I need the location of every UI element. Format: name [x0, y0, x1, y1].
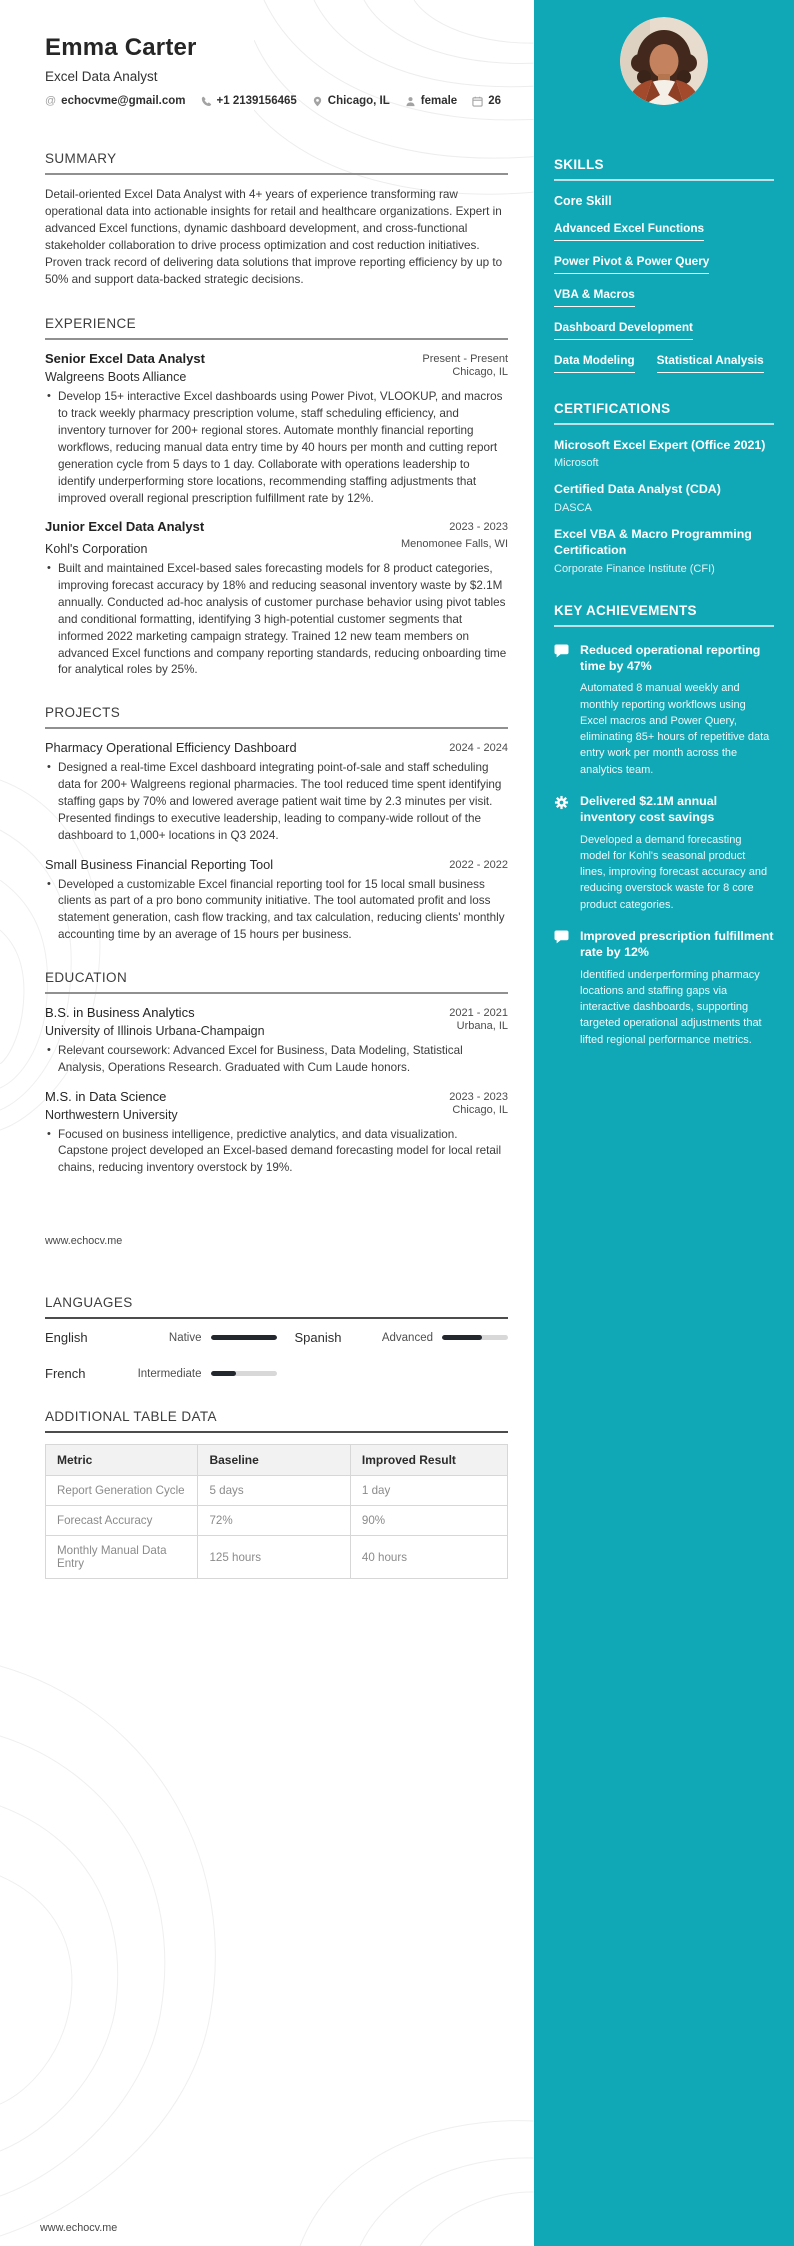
- experience-company: Kohl's Corporation: [45, 542, 148, 557]
- experience-item: [45, 519, 508, 679]
- achievement-description: Automated 8 manual weekly and monthly reporting workflows using Excel macros and Power Query, eliminating 85+ hours of repetitive data entry work per month across the analytics team.: [580, 682, 770, 776]
- experience-company: Walgreens Boots Alliance: [45, 370, 187, 385]
- achievement-item: [554, 642, 774, 778]
- education-dates: 2021 - 2021: [449, 1006, 508, 1019]
- summary-heading: SUMMARY: [45, 151, 117, 166]
- table-cell: Report Generation Cycle: [46, 1476, 198, 1506]
- education-school: Northwestern University: [45, 1107, 178, 1122]
- experience-location: Menomonee Falls, WI: [401, 538, 508, 551]
- contact-email-text: echocvme@gmail.com: [61, 95, 186, 107]
- at-icon: @: [45, 95, 57, 107]
- certification-item: [554, 526, 774, 575]
- certification-issuer: Microsoft: [554, 457, 599, 470]
- education-heading: EDUCATION: [45, 969, 128, 985]
- skill-chip: Dashboard Development: [554, 320, 693, 340]
- education-degree: M.S. in Data Science: [45, 1088, 167, 1104]
- contact-email[interactable]: [45, 95, 186, 107]
- language-level: Intermediate: [137, 1367, 202, 1380]
- certification-name: Certified Data Analyst (CDA): [554, 482, 721, 497]
- skill-chip: Data Modeling: [554, 353, 635, 373]
- experience-dates: Present - Present: [422, 353, 508, 366]
- language-item: [45, 1366, 277, 1381]
- education-location: Chicago, IL: [452, 1103, 508, 1116]
- contact-location-text: Chicago, IL: [327, 95, 390, 107]
- education-item: [45, 1005, 508, 1077]
- section-divider: [45, 173, 508, 175]
- project-bullet: • Developed a customizable Excel financial reporting tool for 15 local small business clients as part of a pro bono community initiative. The tool automated profit and loss statement generation, cash flow tracking, and tax calculation, reducing clients' monthly accounting time by an average of 15 hours per business.: [58, 877, 508, 944]
- table-cell: 90%: [350, 1506, 507, 1536]
- contact-gender-text: female: [420, 95, 458, 107]
- summary-text: Detail-oriented Excel Data Analyst with 4+ years of experience transforming raw operational data into actionable insights for retail and healthcare organizations. Expert in advanced Excel functions, dynamic dashboard development, and cross-functional stakeholder collaboration to drive process optimization and cost reduction initiatives. Proven track record of delivering data solutions that improve reporting efficiency by up to 50% and support data-backed strategic decisions.: [45, 188, 503, 287]
- education-bullet: • Focused on business intelligence, predictive analytics, and data visualization. Capstone project developed an Excel-based demand forecasting model for local retail chains, reducing inventory overstock by 19%.: [58, 1127, 508, 1178]
- language-bar-fill: [211, 1371, 236, 1376]
- gear-icon: [554, 793, 570, 913]
- language-item: [45, 1330, 277, 1345]
- project-item: [45, 740, 508, 844]
- location-pin-icon: [312, 96, 323, 107]
- education-section: [45, 970, 508, 1177]
- table-cell: 72%: [198, 1506, 350, 1536]
- contact-row: [45, 95, 508, 107]
- experience-dates: 2023 - 2023: [449, 521, 508, 534]
- skill-chip: Advanced Excel Functions: [554, 221, 704, 241]
- additional-table-heading: ADDITIONAL TABLE DATA: [45, 1409, 217, 1425]
- experience-item: [45, 351, 508, 507]
- languages-section: [45, 1295, 508, 1385]
- contact-age-text: 26: [488, 95, 501, 107]
- certification-issuer: DASCA: [554, 501, 592, 514]
- education-item: [45, 1089, 508, 1178]
- skill-chip: Power Pivot & Power Query: [554, 254, 709, 274]
- skills-group-label: Core Skill: [554, 194, 612, 208]
- language-level: Advanced: [381, 1331, 433, 1344]
- languages-grid: [45, 1330, 508, 1385]
- achievement-item: [554, 928, 774, 1048]
- page2-footer-url[interactable]: www.echocv.me: [40, 2222, 118, 2234]
- candidate-job-title: Excel Data Analyst: [45, 69, 158, 84]
- contact-phone-text: +1 2139156465: [216, 95, 297, 107]
- certifications-heading: CERTIFICATIONS: [554, 401, 774, 425]
- language-name: Spanish: [294, 1330, 342, 1346]
- table-row: [46, 1476, 508, 1506]
- sidebar: [534, 0, 794, 2246]
- language-name: English: [45, 1330, 88, 1346]
- project-dates: 2022 - 2022: [449, 858, 508, 871]
- contact-location: [312, 95, 390, 107]
- phone-icon: [201, 96, 212, 107]
- section-divider: [45, 727, 508, 729]
- section-divider: [45, 992, 508, 994]
- achievement-title: Delivered $2.1M annual inventory cost savings: [580, 793, 718, 825]
- table-column-header: Improved Result: [350, 1445, 507, 1476]
- table-cell: 1 day: [350, 1476, 507, 1506]
- skills-heading: SKILLS: [554, 157, 774, 181]
- section-divider: [45, 338, 508, 340]
- language-bar-fill: [211, 1335, 277, 1340]
- experience-location: Chicago, IL: [452, 366, 508, 379]
- achievement-description: Developed a demand forecasting model for Kohl's seasonal product lines, improving forecast accuracy and reducing overstock waste for 8 core product categories.: [580, 833, 768, 911]
- table-cell: 125 hours: [198, 1536, 350, 1579]
- education-degree: B.S. in Business Analytics: [45, 1004, 195, 1020]
- table-cell: Monthly Manual Data Entry: [46, 1536, 198, 1579]
- education-bullet: • Relevant coursework: Advanced Excel for Business, Data Modeling, Statistical Analysis, Operations Research. Graduated with Cum Laude honors.: [58, 1043, 508, 1077]
- experience-section: [45, 316, 508, 679]
- summary-section: [45, 151, 508, 288]
- experience-bullet: • Develop 15+ interactive Excel dashboards using Power Pivot, VLOOKUP, and macros to track weekly pharmacy prescription volume, staff scheduling efficiency, and inventory turnover for 200+ regional stores. Automate monthly financial reporting workflows, reducing manual data entry time by 40 hours per month and cutting report generation cycle from 5 days to 1 day. Collaborate with operations leadership to identify underperforming store locations, recommending staffing adjustments that improved overall regional prescription fulfillment rate by 12%.: [58, 389, 508, 507]
- achievements-section: [554, 603, 774, 1049]
- achievements-heading: KEY ACHIEVEMENTS: [554, 603, 774, 627]
- certifications-section: [554, 401, 774, 575]
- language-bar-track: [442, 1335, 508, 1340]
- certification-issuer: Corporate Finance Institute (CFI): [554, 562, 715, 575]
- table-header-row: [46, 1445, 508, 1476]
- experience-heading: EXPERIENCE: [45, 316, 137, 332]
- certification-name: Excel VBA & Macro Programming Certification: [554, 526, 752, 558]
- table-row: [46, 1536, 508, 1579]
- table-cell: 5 days: [198, 1476, 350, 1506]
- project-item: [45, 857, 508, 944]
- experience-role: Senior Excel Data Analyst: [45, 351, 205, 367]
- certification-item: [554, 481, 774, 513]
- skill-chip: VBA & Macros: [554, 287, 635, 307]
- table-column-header: Metric: [46, 1445, 198, 1476]
- candidate-name: Emma Carter: [45, 34, 197, 61]
- calendar-icon: [472, 96, 483, 107]
- projects-section: [45, 705, 508, 944]
- project-name: Small Business Financial Reporting Tool: [45, 856, 274, 872]
- speech-bubble-icon: [554, 928, 570, 1048]
- speech-bubble-icon: [554, 642, 570, 778]
- certification-item: [554, 437, 774, 469]
- achievement-item: [554, 793, 774, 913]
- table-column-header: Baseline: [198, 1445, 350, 1476]
- additional-table-section: [45, 1409, 508, 1579]
- achievement-title: Reduced operational reporting time by 47%: [580, 642, 761, 673]
- project-dates: 2024 - 2024: [449, 742, 508, 755]
- language-bar-fill: [442, 1335, 482, 1340]
- certification-name: Microsoft Excel Expert (Office 2021): [554, 438, 766, 452]
- contact-age: [472, 95, 501, 107]
- education-location: Urbana, IL: [456, 1019, 508, 1032]
- table-row: [46, 1506, 508, 1536]
- gear-hole: [560, 800, 564, 804]
- languages-heading: LANGUAGES: [45, 1295, 133, 1311]
- education-school: University of Illinois Urbana-Champaign: [45, 1023, 265, 1038]
- table-cell: Forecast Accuracy: [46, 1506, 198, 1536]
- language-item: [277, 1330, 509, 1345]
- table-cell: 40 hours: [350, 1536, 507, 1579]
- language-level: Native: [168, 1331, 202, 1344]
- skill-chip: Statistical Analysis: [657, 353, 764, 373]
- avatar: [620, 17, 708, 105]
- experience-role: Junior Excel Data Analyst: [45, 519, 205, 535]
- project-bullet: • Designed a real-time Excel dashboard integrating point-of-sale and staff scheduling data for 200+ Walgreens regional pharmacies. The tool reduced time spent identifying staffing gaps by 70% and lowered average patient wait time by 2.3 minutes per visit. Presented findings to executive leadership, leading to company-wide rollout of the dashboard to 1,000+ locations in Q3 2024.: [58, 760, 508, 844]
- person-icon: [405, 96, 416, 107]
- portrait-photo-illustration: [620, 17, 708, 105]
- page1-footer-url[interactable]: www.echocv.me: [45, 1235, 123, 1248]
- projects-heading: PROJECTS: [45, 705, 121, 721]
- language-bar-track: [211, 1335, 277, 1340]
- achievement-description: Identified underperforming pharmacy locations and staffing gaps via interactive dashboards, supporting targeted operational adjustments that lifted regional performance metrics.: [580, 968, 762, 1046]
- language-name: French: [45, 1366, 86, 1382]
- skills-section: [554, 157, 774, 373]
- contact-gender: [405, 95, 457, 107]
- metrics-table: [45, 1444, 508, 1579]
- section-divider: [45, 1431, 508, 1433]
- contact-phone: [201, 95, 297, 107]
- education-dates: 2023 - 2023: [449, 1090, 508, 1103]
- section-divider: [45, 1317, 508, 1319]
- experience-bullet: • Built and maintained Excel-based sales forecasting models for 8 product categories, improving forecast accuracy by 18% and reducing seasonal inventory waste by $2.1M annually. Conducted ad-hoc analysis of customer purchase behavior using pivot tables and conditional formatting, identifying 3 high-potential customer segments that informed 2022 marketing campaign strategy. Trained 12 new team members on advanced Excel functions and company reporting standards, reducing onboarding time for analytical roles by 25%.: [58, 561, 508, 679]
- project-name: Pharmacy Operational Efficiency Dashboard: [45, 740, 297, 756]
- language-bar-track: [211, 1371, 277, 1376]
- achievement-title: Improved prescription fulfillment rate by 12%: [580, 928, 774, 960]
